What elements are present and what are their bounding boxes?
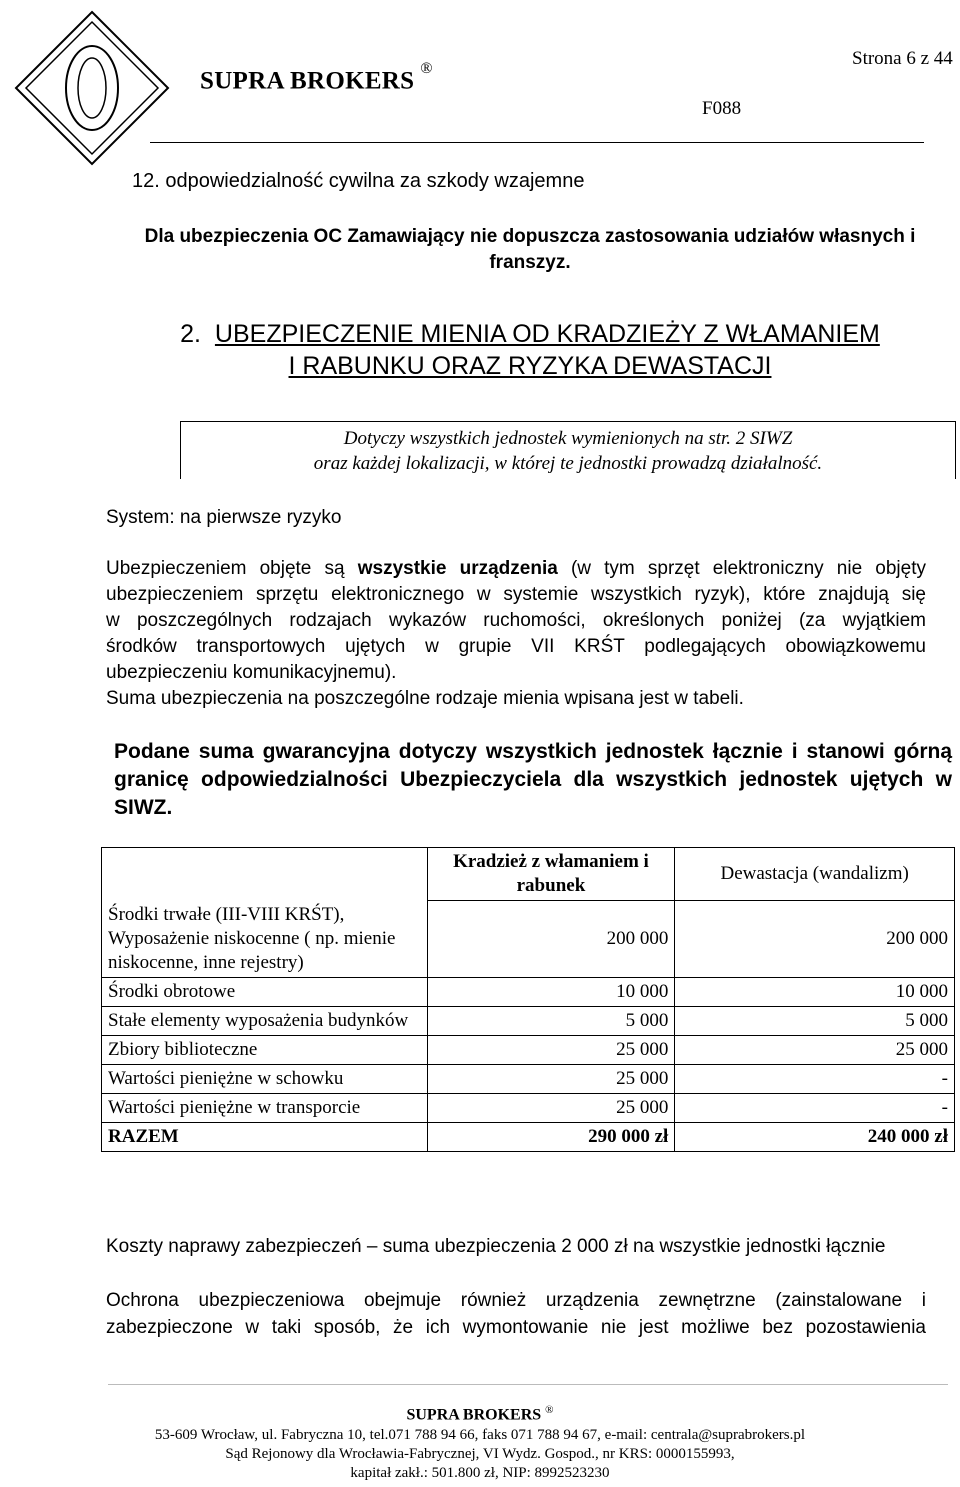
guarantee-note: Podane suma gwarancyjna dotyczy wszystkich jednostek łącznie i stanowi górną granicę odpowiedzialności Ubezpieczyciela dla wszystkich jednostek ujętych w SIWZ. <box>114 740 952 819</box>
oc-note: Dla ubezpieczenia OC Zamawiający nie dopuszcza zastosowania udziałów własnych i franszyz. <box>144 226 916 273</box>
scope-note: Dotyczy wszystkich jednostek wymienionych na str. 2 SIWZ oraz każdej lokalizacji, w której te jednostki prowadzą działalność. <box>180 421 956 479</box>
sum-insured-table <box>101 847 955 1152</box>
footer-divider <box>108 1384 948 1385</box>
footer-registry: Sąd Rejonowy dla Wrocławia-Fabrycznej, VI Wydz. Gospod., nr KRS: 0000155993, <box>225 1446 735 1462</box>
section-title: 2. UBEZPIECZENIE MIENIA OD KRADZIEŻY Z WŁAMANIEM I RABUNKU ORAZ RYZYKA DEWASTACJI <box>180 320 880 380</box>
table-row: Zbiory biblioteczne 25 000 25 000 <box>102 1035 955 1064</box>
footer-address: 53-609 Wrocław, ul. Fabryczna 10, tel.071 788 94 66, faks 071 788 94 67, e-mail: centrala@suprabrokers.pl <box>154 1427 806 1443</box>
col-header-burglary: Kradzież z włamaniem i rabunek <box>427 848 675 901</box>
coverage-paragraph: Ubezpieczeniem objęte są wszystkie urządzenia (w tym sprzęt elektroniczny nie objęty ubezpieczeniem sprzętu elektronicznego w systemie wszystkich ryzyk), które znajdują się w poszczególnych rodzajach wykazów ruchomości, określonych poniżej (za wyjątkiem środków transportowych ujętych w grupie VII KRŚT podlegających obowiązkowemu ubezpieczeniu komunikacyjnemu). Suma ubezpieczenia na poszczególne rodzaje mienia wpisana jest w tabeli. <box>106 558 926 709</box>
table-row: Środki obrotowe 10 000 10 000 <box>102 977 955 1006</box>
page-number: Strona 6 z 44 <box>852 48 953 69</box>
table-total-row: RAZEM 290 000 zł 240 000 zł <box>102 1122 955 1151</box>
system-label: System: na pierwsze ryzyko <box>106 507 342 528</box>
repair-cost-note: Koszty naprawy zabezpieczeń – suma ubezpieczenia 2 000 zł na wszystkie jednostki łącznie <box>106 1236 886 1257</box>
table-row: Środki trwałe (III-VIII KRŚT), Wyposażenie niskocenne ( np. mienie niskocenne, inne rejestry) 200 000 200 000 <box>102 901 955 978</box>
footer-capital: kapitał zakł.: 501.800 zł, NIP: 8992523230 <box>350 1465 610 1481</box>
col-header-vandalism: Dewastacja (wandalizm) <box>675 848 955 901</box>
table-header-row <box>102 848 955 901</box>
form-code: F088 <box>702 98 742 119</box>
protection-paragraph: Ochrona ubezpieczeniowa obejmuje również urządzenia zewnętrzne (zainstalowane i zabezpieczone w taki sposób, że ich wymontowanie nie jest możliwe bez pozostawienia <box>106 1290 926 1338</box>
supra-logo-icon <box>12 8 172 168</box>
table-row: Wartości pieniężne w transporcie 25 000 - <box>102 1093 955 1122</box>
header-divider <box>150 142 924 143</box>
list-item-12: 12. odpowiedzialność cywilna za szkody wzajemne <box>132 170 585 192</box>
table-row: Stałe elementy wyposażenia budynków 5 000 5 000 <box>102 1006 955 1035</box>
table-row: Wartości pieniężne w schowku 25 000 - <box>102 1064 955 1093</box>
footer-brand: SUPRA BROKERS ® <box>406 1404 554 1424</box>
header-brand: SUPRA BROKERS ® <box>200 60 433 95</box>
